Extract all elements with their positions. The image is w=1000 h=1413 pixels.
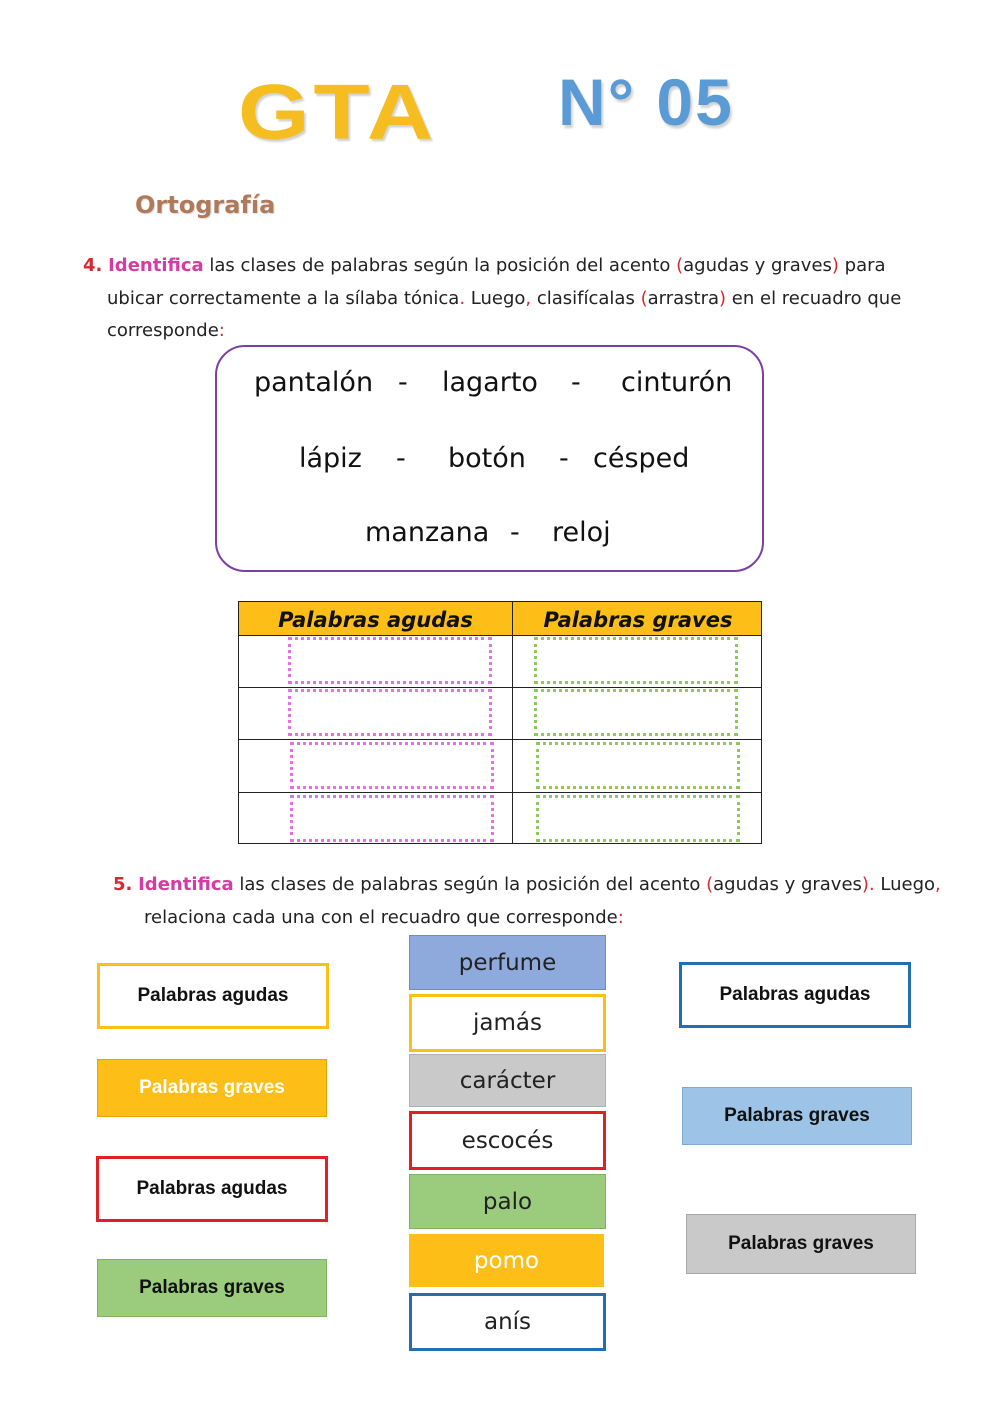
column-header-agudas: Palabras agudas (278, 608, 473, 632)
subject-heading: Ortografía (135, 191, 276, 219)
word-tile[interactable]: pomo (409, 1234, 604, 1287)
row-divider (239, 687, 761, 688)
label-agudas-red[interactable]: Palabras agudas (96, 1156, 328, 1222)
sorting-table (238, 601, 762, 844)
word-tile[interactable]: perfume (409, 935, 606, 990)
drop-zone-agudas[interactable] (290, 795, 494, 842)
q4-text: para (838, 255, 886, 276)
q5-punct: : (617, 906, 624, 928)
word-bank-word[interactable]: lagarto (442, 367, 538, 398)
word-bank-dash: - (571, 367, 581, 398)
label-graves-gray[interactable]: Palabras graves (686, 1214, 916, 1274)
q4-text: agudas y graves (683, 255, 832, 276)
word-bank-word[interactable]: reloj (552, 517, 611, 548)
drop-zone-agudas[interactable] (290, 742, 494, 789)
label-graves-green[interactable]: Palabras graves (97, 1259, 327, 1317)
word-tile[interactable]: carácter (409, 1054, 606, 1107)
q4-paren: ( (640, 287, 648, 309)
word-bank-word[interactable]: botón (448, 443, 526, 474)
drop-zone-graves[interactable] (536, 742, 740, 789)
q4-paren: ) (831, 255, 839, 276)
q4-text: arrastra (647, 287, 720, 309)
word-bank-word[interactable]: cinturón (621, 367, 733, 398)
drop-zone-graves[interactable] (534, 637, 738, 684)
column-header-graves: Palabras graves (543, 608, 733, 632)
q5-text: relaciona cada una con el recuadro que corresponde (144, 906, 618, 928)
q4-text: ubicar correctamente a la sílaba tónica (107, 287, 460, 309)
word-bank-box (215, 345, 764, 572)
drop-zone-graves[interactable] (534, 689, 738, 736)
question-4-number: 4. (83, 255, 103, 276)
q4-text: en el recuadro que (726, 287, 902, 309)
question-4-keyword: Identifica (108, 255, 204, 276)
q4-punct: , (525, 287, 532, 309)
drop-zone-agudas[interactable] (288, 637, 492, 684)
title-number: N° 05 (558, 65, 734, 139)
word-tile-column (409, 935, 609, 1355)
word-tile[interactable]: jamás (409, 994, 606, 1052)
q4-paren: ( (676, 255, 684, 276)
row-divider (239, 792, 761, 793)
q4-text: corresponde (107, 320, 219, 341)
word-bank-dash: - (396, 443, 406, 474)
question-5-keyword: Identifica (138, 874, 234, 895)
row-divider (239, 739, 761, 740)
q4-text: clasifícalas (531, 287, 641, 309)
q5-text: las clases de palabras según la posición del acento (239, 874, 707, 895)
word-tile[interactable]: escocés (409, 1111, 606, 1170)
question-5-number: 5. (113, 874, 133, 895)
word-bank-dash: - (510, 517, 520, 548)
q5-paren: ) (861, 874, 869, 895)
label-agudas-yellow[interactable]: Palabras agudas (97, 963, 329, 1029)
drop-zone-agudas[interactable] (288, 689, 492, 736)
q5-paren: ( (706, 874, 714, 895)
label-agudas-blue[interactable]: Palabras agudas (679, 962, 911, 1028)
q4-paren: ) (719, 287, 727, 309)
word-bank-word[interactable]: lápiz (299, 443, 362, 474)
q4-punct: : (218, 320, 225, 341)
table-header (239, 602, 761, 636)
column-divider (512, 602, 513, 843)
label-graves-yellow[interactable]: Palabras graves (97, 1059, 327, 1117)
word-tile[interactable]: palo (409, 1174, 606, 1229)
question-4-instructions (83, 250, 943, 348)
q5-punct: . (868, 874, 875, 895)
word-bank-word[interactable]: manzana (365, 517, 490, 548)
label-graves-lightblue[interactable]: Palabras graves (682, 1087, 912, 1145)
word-bank-word[interactable]: pantalón (254, 367, 374, 398)
title-gta: GTA (238, 68, 438, 156)
q4-text: las clases de palabras según la posición del acento (209, 255, 677, 276)
word-bank-dash: - (559, 443, 569, 474)
q4-punct: . (459, 287, 466, 309)
word-tile[interactable]: anís (409, 1293, 606, 1351)
q4-text: Luego (465, 287, 526, 309)
drop-zone-graves[interactable] (536, 795, 740, 842)
q5-text: agudas y graves (713, 874, 862, 895)
q5-punct: , (935, 874, 941, 895)
word-bank-dash: - (398, 367, 408, 398)
q5-text: Luego (874, 874, 936, 895)
word-bank-word[interactable]: césped (593, 443, 690, 474)
question-5-instructions (113, 869, 943, 934)
